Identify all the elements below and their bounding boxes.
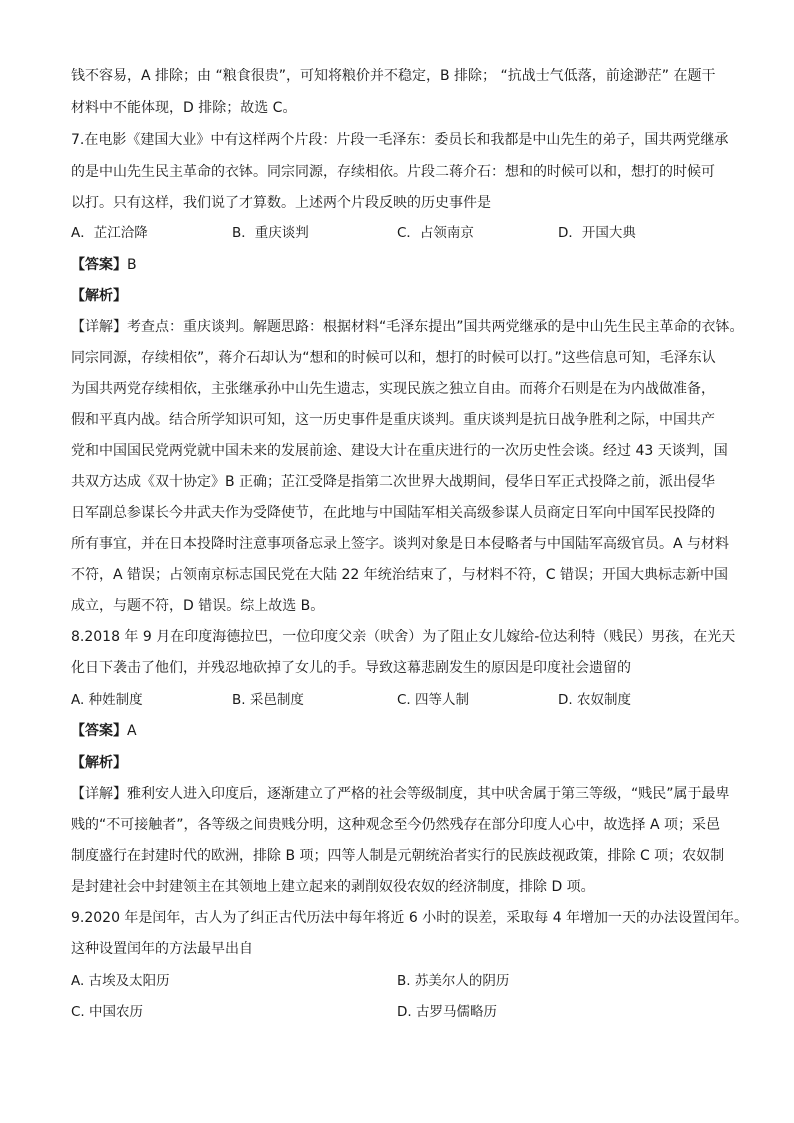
q8-option-c: C. 四等人制: [397, 692, 470, 708]
q8-explanation: 【详解】雅利安人进入印度后，逐渐建立了严格的社会等级制度，其中吠舍属于第三等级，“贱民”属于最卑: [71, 786, 730, 802]
q8-option-d: D. 农奴制度: [558, 692, 631, 708]
text-line: 材料中不能体现，D 排除；故选 C。: [71, 100, 297, 116]
q8-answer: [71, 721, 137, 741]
q8-analysis-heading: [71, 753, 127, 773]
q7-answer: [71, 255, 137, 275]
text-line: 假和平真内战。结合所学知识可知，这一历史事件是重庆谈判。重庆谈判是抗日战争胜利之际，中国共产: [71, 412, 715, 428]
text-line: 成立，与题不符，D 错误。综上故选 B。: [71, 598, 325, 614]
answer-value: A: [127, 723, 137, 739]
q7-option-d: D．开国大典: [558, 225, 636, 241]
answer-tag: 【答案】: [71, 257, 127, 273]
text-line: 化日下袭击了他们，并残忍地砍掉了女儿的手。导致这幕悲剧发生的原因是印度社会遗留的: [71, 660, 631, 676]
text-line: 共双方达成《双十协定》B 正确；芷江受降是指第二次世界大战期间，侵华日军正式投降之前，派出侵华: [71, 474, 716, 490]
text-line: 贱的“不可接触者”，各等级之间贵贱分明，这种观念至今仍然残存在部分印度人心中，故选择 A 项；采邑: [71, 817, 720, 833]
q7-option-b: B．重庆谈判: [232, 225, 309, 241]
q7-option-a: A．芷江洽降: [71, 225, 148, 241]
q7-analysis-heading: [71, 286, 127, 306]
q8-option-a: A. 种姓制度: [71, 692, 143, 708]
analysis-tag: 【解析】: [71, 288, 127, 304]
text-line: 所有事宜，并在日本投降时注意事项备忘录上签字。谈判对象是日本侵略者与中国陆军高级官员。A 与材料: [71, 536, 730, 552]
text-line: 不符，A 错误；占领南京标志国民党在大陆 22 年统治结束了，与材料不符，C 错误；开国大典标志新中国: [71, 567, 728, 583]
text-line: 为国共两党存续相依，主张继承孙中山先生遗志，实现民族之独立自由。而蒋介石则是在为内战做准备，: [71, 381, 715, 397]
text-line: 日军副总参谋长今井武夫作为受降使节，在此地与中国陆军相关高级参谋人员商定日军向中国军民投降的: [71, 505, 715, 521]
answer-tag: 【答案】: [71, 723, 127, 739]
analysis-tag: 【解析】: [71, 755, 127, 771]
q8-option-b: B. 采邑制度: [232, 692, 304, 708]
q9-option-d: D. 古罗马儒略历: [397, 1004, 497, 1020]
text-line: 党和中国国民党两党就中国未来的发展前途、建设大计在重庆进行的一次历史性会谈。经过 43 天谈判，国: [71, 443, 728, 459]
q9-option-c: C. 中国农历: [71, 1004, 144, 1020]
text-line: 同宗同源，存续相依”，蒋介石却认为“想和的时候可以和，想打的时候可以打。”这些信息可知，毛泽东认: [71, 350, 716, 366]
q7-explanation: 【详解】考查点：重庆谈判。解题思路：根据材料“毛泽东提出”国共两党继承的是中山先生民主革命的衣钵。: [71, 319, 744, 335]
q9-option-a: A. 古埃及太阳历: [71, 973, 170, 989]
text-line: 是封建社会中封建领主在其领地上建立起来的剥削奴役农奴的经济制度，排除 D 项。: [71, 879, 595, 895]
q7-option-c: C．占领南京: [397, 225, 474, 241]
text-line: 的是中山先生民主革命的衣钵。同宗同源，存续相依。片段二蒋介石：想和的时候可以和，想打的时候可: [71, 164, 715, 180]
text-line: 钱不容易，A 排除；由 “粮食很贵”，可知将粮价并不稳定，B 排除； “抗战士气低落，前途渺茫” 在题干: [71, 68, 716, 84]
text-line: 制度盛行在封建时代的欧洲，排除 B 项；四等人制是元朝统治者实行的民族歧视政策，排除 C 项；农奴制: [71, 848, 725, 864]
q9-option-b: B. 苏美尔人的阴历: [397, 973, 510, 989]
text-line: 这种设置闰年的方法最早出自: [71, 941, 253, 957]
text-line: 以打。只有这样，我们说了才算数。上述两个片段反映的历史事件是: [71, 195, 491, 211]
question-9-stem: 9.2020 年是闰年，古人为了纠正古代历法中每年将近 6 小时的误差，采取每 4 年增加一天的办法设置闰年。: [71, 910, 749, 926]
question-8-stem: 8.2018 年 9 月在印度海德拉巴，一位印度父亲（吠舍）为了阻止女儿嫁给-位达利特（贱民）男孩，在光天: [71, 629, 736, 645]
answer-value: B: [127, 257, 137, 273]
question-7-stem: 7.在电影《建国大业》中有这样两个片段：片段一毛泽东：委员长和我都是中山先生的弟子，国共两党继承: [71, 132, 729, 148]
